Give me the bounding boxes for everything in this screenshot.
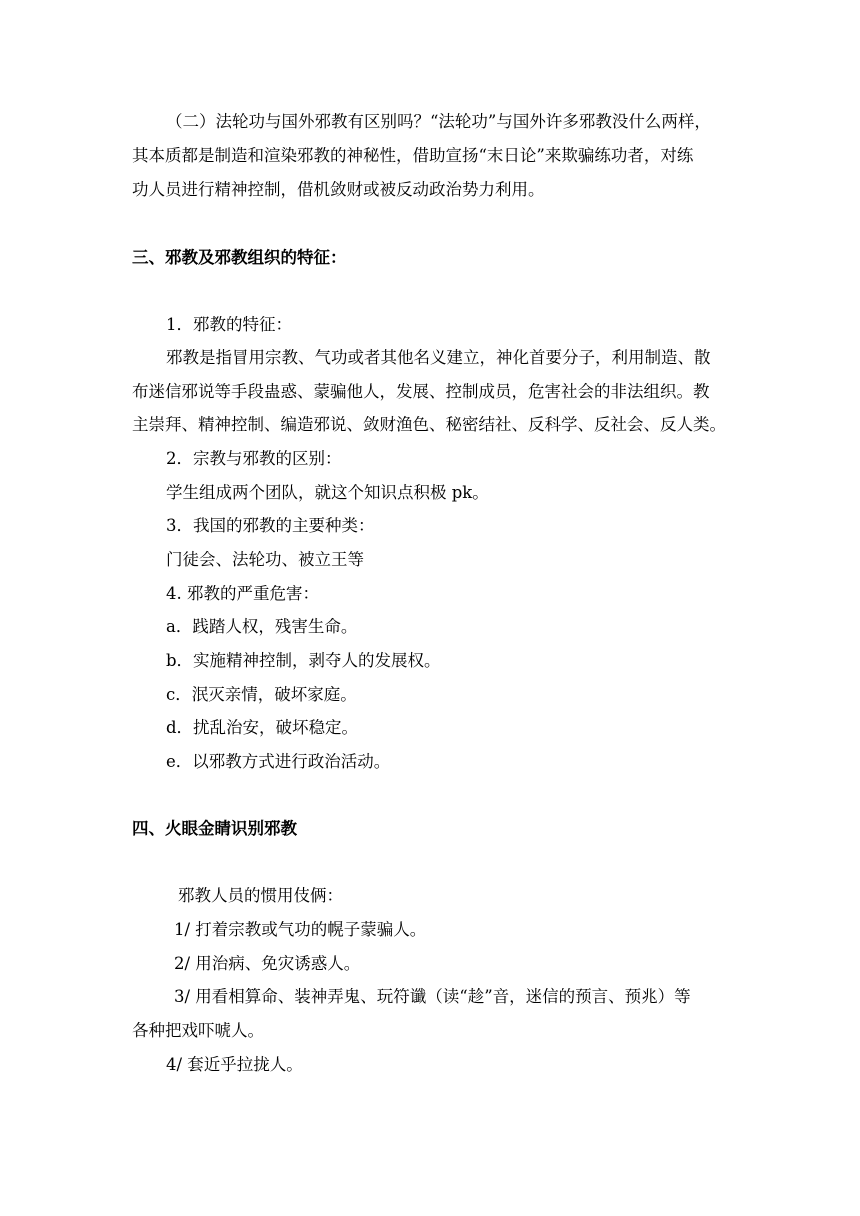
list-item: b．实施精神控制，剥夺人的发展权。	[166, 651, 441, 670]
section-heading: 三、邪教及邪教组织的特征：	[132, 248, 347, 267]
paragraph-line: 功人员进行精神控制，借机敛财或被反动政治势力利用。	[132, 180, 545, 199]
item-title: 2．宗教与邪教的区别：	[166, 449, 342, 468]
paragraph-line: 布迷信邪说等手段蛊惑、蒙骗他人，发展、控制成员，危害社会的非法组织。教	[132, 382, 710, 401]
list-item: 各种把戏吓唬人。	[132, 1021, 264, 1040]
paragraph-line: 其本质都是制造和渲染邪教的神秘性，借助宣扬“末日论”来欺骗练功者，对练	[132, 146, 694, 165]
list-item: d．扰乱治安，破坏稳定。	[166, 718, 359, 737]
section-heading: 四、火眼金睛识别邪教	[132, 819, 297, 838]
paragraph-line: 门徒会、法轮功、被立王等	[166, 550, 364, 569]
list-item: 3/ 用看相算命、装神弄鬼、玩符谶（读“趁”音，迷信的预言、预兆）等	[174, 987, 691, 1006]
paragraph-line: 主崇拜、精神控制、编造邪说、敛财渔色、秘密结社、反科学、反社会、反人类。	[132, 415, 726, 434]
paragraph-line: 邪教人员的惯用伎俩：	[178, 886, 343, 905]
paragraph-line: 学生组成两个团队，就这个知识点积极 pk。	[166, 483, 489, 502]
list-item: 2/ 用治病、免灾诱惑人。	[174, 954, 361, 973]
item-title: 3．我国的邪教的主要种类：	[166, 516, 375, 535]
list-item: e．以邪教方式进行政治活动。	[166, 752, 391, 771]
list-item: c．泯灭亲情，破坏家庭。	[166, 685, 357, 704]
paragraph-line: （二）法轮功与国外邪教有区别吗？“法轮功”与国外许多邪教没什么两样，	[166, 112, 711, 131]
list-item: a．践踏人权，残害生命。	[166, 617, 358, 636]
list-item: 4/ 套近乎拉拢人。	[166, 1055, 303, 1074]
list-item: 1/ 打着宗教或气功的幌子蒙骗人。	[174, 920, 427, 939]
item-title: 4. 邪教的严重危害：	[166, 584, 319, 603]
item-title: 1．邪教的特征：	[166, 315, 292, 334]
paragraph-line: 邪教是指冒用宗教、气功或者其他名义建立，神化首要分子，利用制造、散	[166, 348, 711, 367]
